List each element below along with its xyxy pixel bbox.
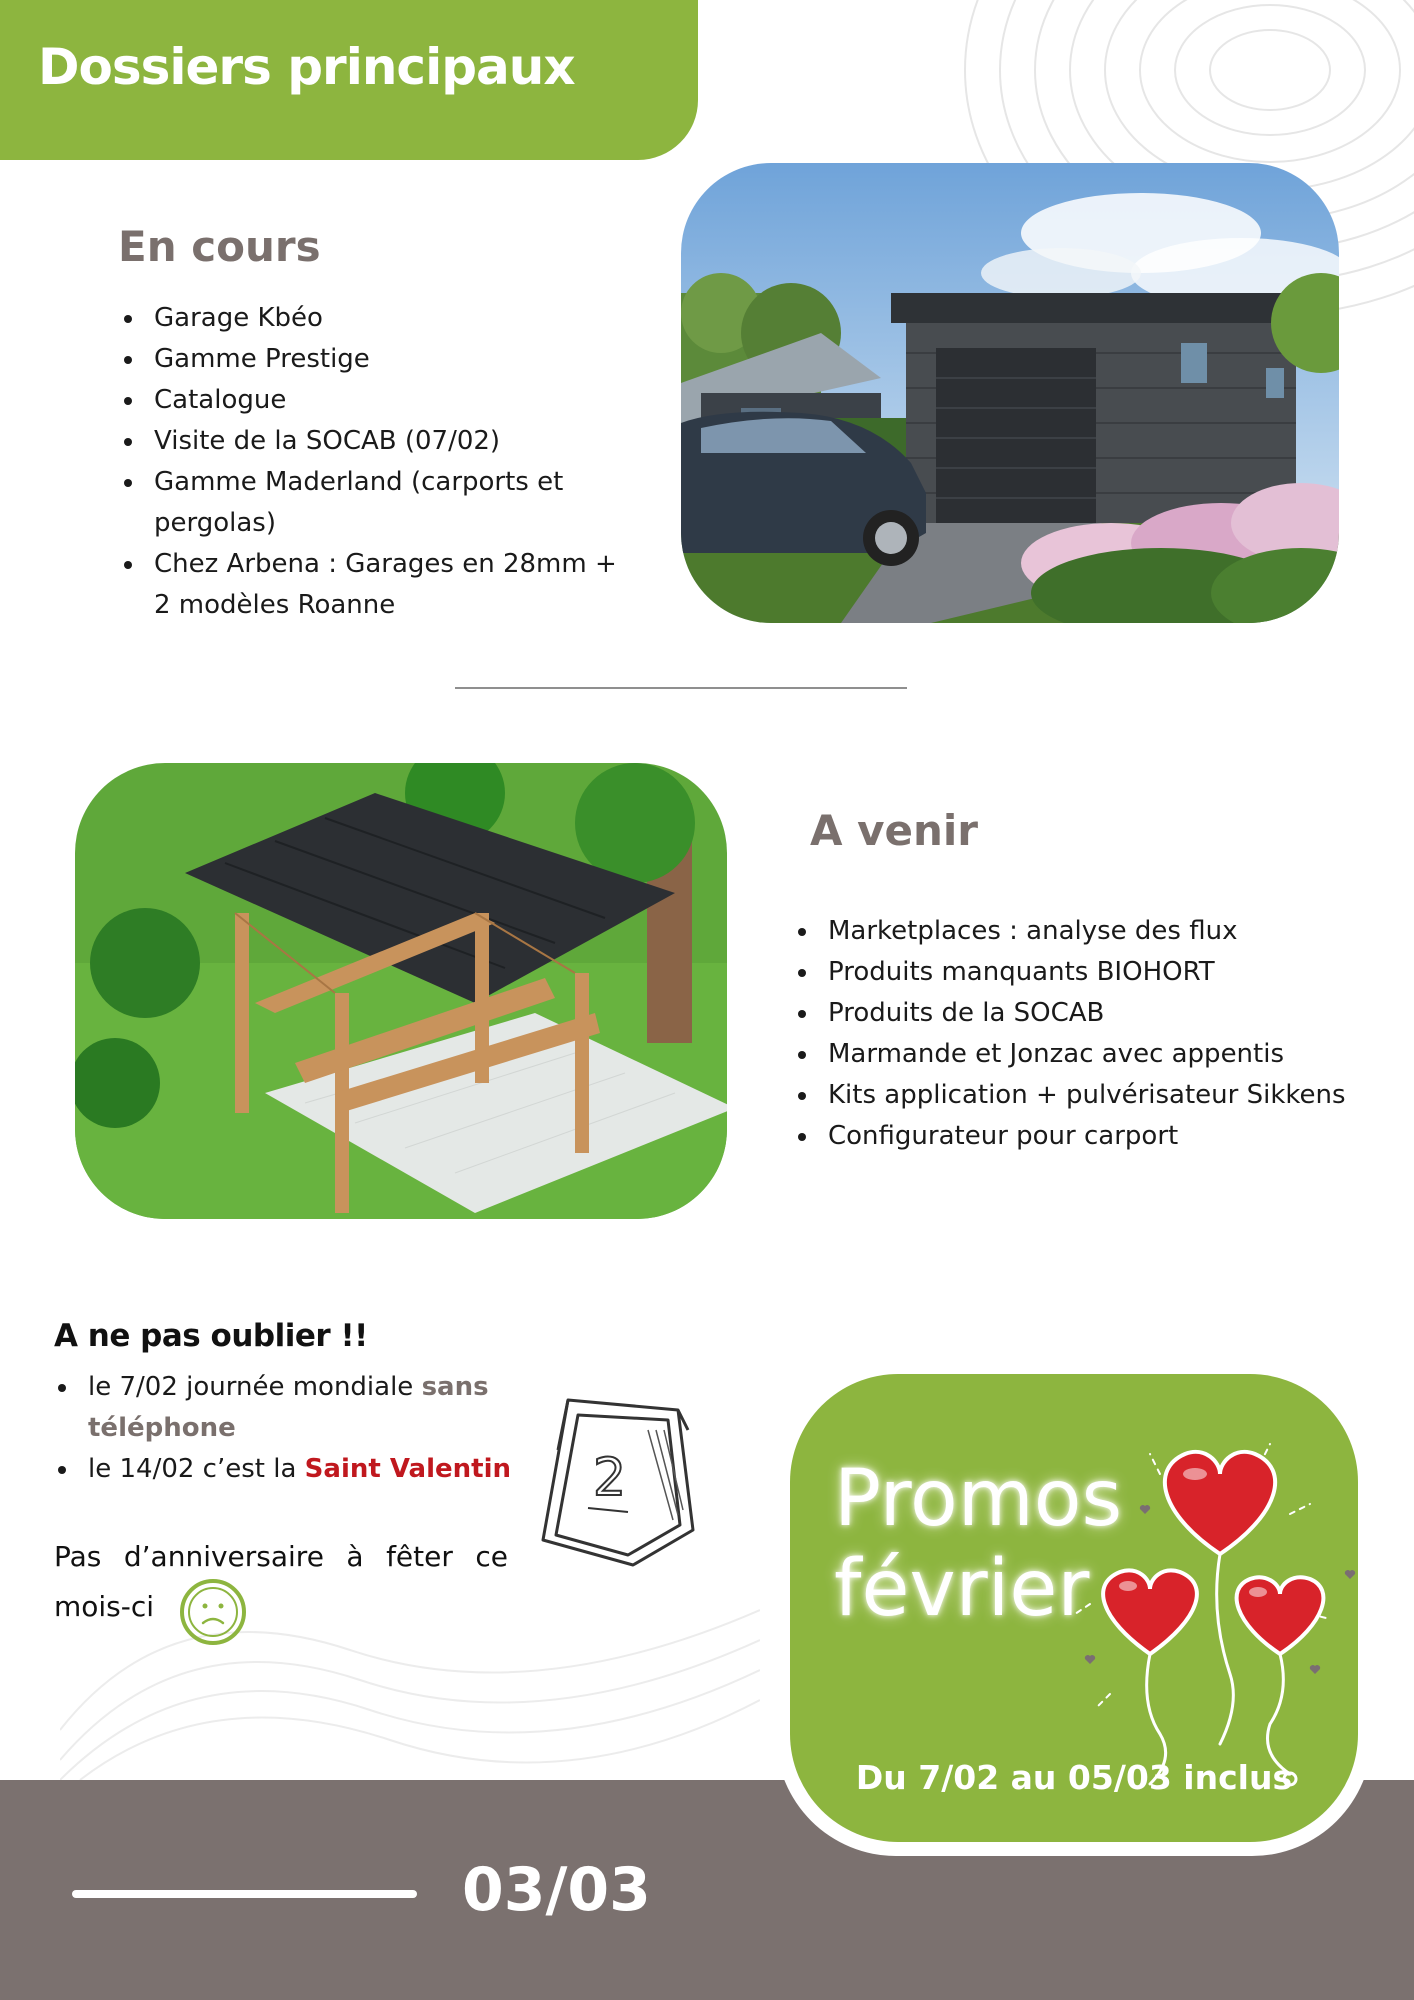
page-number: 03/03 [462,1855,651,1925]
list-item: Garage Kbéo [120,298,620,339]
promo-badge [790,1374,1358,1842]
list-item: Gamme Prestige [120,339,620,380]
promo-title: Promos février [834,1454,1123,1634]
list-item: Configurateur pour carport [794,1116,1354,1157]
list-item: Visite de la SOCAB (07/02) [120,421,620,462]
garage-photo [681,163,1339,623]
list-item: Chez Arbena : Garages en 28mm + 2 modèles Roanne [120,544,620,626]
calendar-number: 2 [593,1448,627,1508]
calendar-icon [528,1390,703,1575]
list-item: Marketplaces : analyse des flux [794,911,1354,952]
list-item: Kits application + pulvérisateur Sikkens [794,1075,1354,1116]
reminder-item: le 14/02 c’est la Saint Valentin [54,1449,554,1490]
list-item: Produits de la SOCAB [794,993,1354,1034]
list-item: Catalogue [120,380,620,421]
section-divider [455,687,907,689]
page-title: Dossiers principaux [38,38,575,96]
en-cours-list [120,298,620,626]
reminders-title: A ne pas oublier !! [54,1318,368,1354]
reminders-list [54,1367,554,1490]
list-item: Produits manquants BIOHORT [794,952,1354,993]
list-item: Marmande et Jonzac avec appentis [794,1034,1354,1075]
list-item: Gamme Maderland (carports et pergolas) [120,462,620,544]
reminder-item: le 7/02 journée mondiale sans téléphone [54,1367,554,1449]
sad-face-icon [178,1577,248,1647]
picnic-shelter-image [75,763,727,1219]
highlight-text: Saint Valentin [304,1454,511,1484]
footer-line [72,1890,417,1898]
promo-dates: Du 7/02 au 05/03 inclus [855,1758,1293,1797]
a-venir-list [794,911,1354,1157]
en-cours-title: En cours [118,222,321,271]
highlight-text: sans téléphone [88,1372,489,1443]
birthday-text: Pas d’anniversaire à fêter ce mois-ci [54,1540,508,1623]
a-venir-title: A venir [810,806,978,855]
